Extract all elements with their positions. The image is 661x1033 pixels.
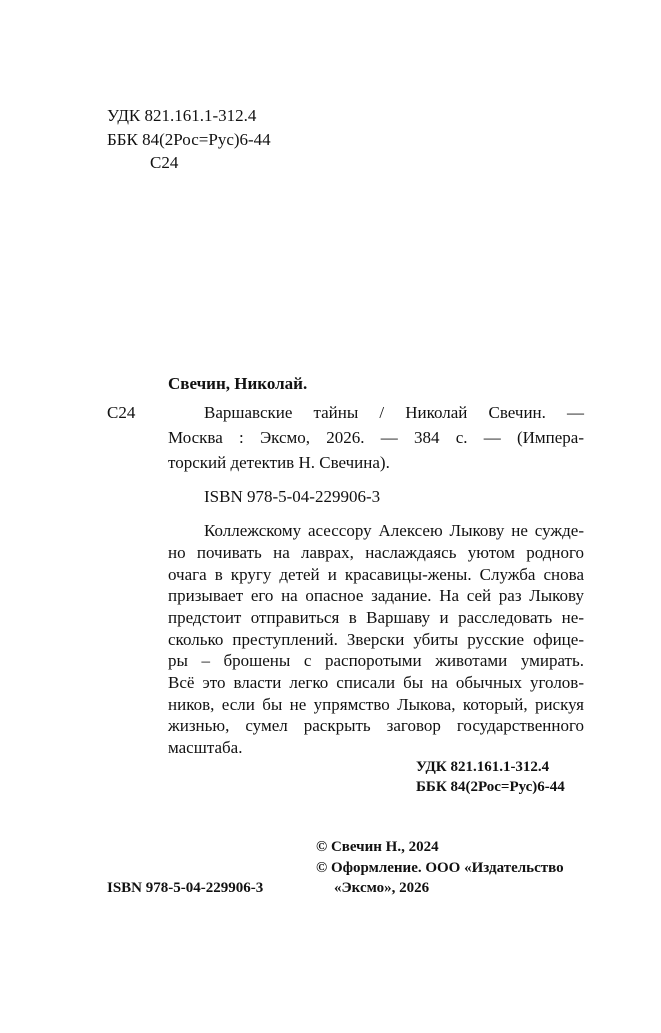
annotation-line-5: предстоит отправиться в Варшаву и расследовать не- bbox=[168, 608, 584, 627]
author-heading: Свечин, Николай. bbox=[168, 374, 308, 393]
author-sign: С24 bbox=[107, 403, 136, 422]
annotation-line-6: сколько преступлений. Зверски убиты русские офице- bbox=[168, 630, 584, 649]
udk-code-top: УДК 821.161.1-312.4 bbox=[107, 106, 257, 125]
annotation-line-8: Всё это власти легко списали бы на обычных уголов- bbox=[168, 673, 584, 692]
isbn-record: ISBN 978-5-04-229906-3 bbox=[204, 487, 381, 506]
annotation-line-3: очага в кругу детей и красавицы-жены. Служба снова bbox=[168, 565, 584, 584]
annotation-line-9: ников, если бы не упрямство Лыкова, который, рискуя bbox=[168, 695, 584, 714]
annotation-line-1: Коллежскому асессору Алексею Лыкову не сужде- bbox=[204, 521, 584, 540]
record-line-1: Варшавские тайны / Николай Свечин. — bbox=[204, 403, 584, 422]
annotation-line-10: жизнью, сумел раскрыть заговор государственного bbox=[168, 716, 584, 735]
author-sign-top: С24 bbox=[150, 153, 179, 172]
isbn-footer: ISBN 978-5-04-229906-3 bbox=[107, 880, 264, 896]
annotation-line-2: но почивать на лаврах, наслаждаясь уютом родного bbox=[168, 543, 584, 562]
udk-code-bottom: УДК 821.161.1-312.4 bbox=[416, 759, 550, 775]
copyright-author: © Свечин Н., 2024 bbox=[316, 839, 439, 855]
record-line-2: Москва : Эксмо, 2026. — 384 с. — (Импера- bbox=[168, 428, 584, 447]
bbk-code-bottom: ББК 84(2Рос=Рус)6-44 bbox=[416, 779, 565, 795]
annotation-line-7: ры – брошены с распоротыми животами умирать. bbox=[168, 651, 584, 670]
copyright-design-line-2: «Эксмо», 2026 bbox=[334, 880, 430, 896]
annotation-line-11: масштаба. bbox=[168, 738, 243, 757]
copyright-design-line-1: © Оформление. ООО «Издательство bbox=[316, 860, 564, 876]
record-line-3: торский детектив Н. Свечина). bbox=[168, 453, 390, 472]
annotation-line-4: призывает его на опасное задание. На сей раз Лыкову bbox=[168, 586, 584, 605]
bbk-code-top: ББК 84(2Рос=Рус)6-44 bbox=[107, 130, 271, 149]
